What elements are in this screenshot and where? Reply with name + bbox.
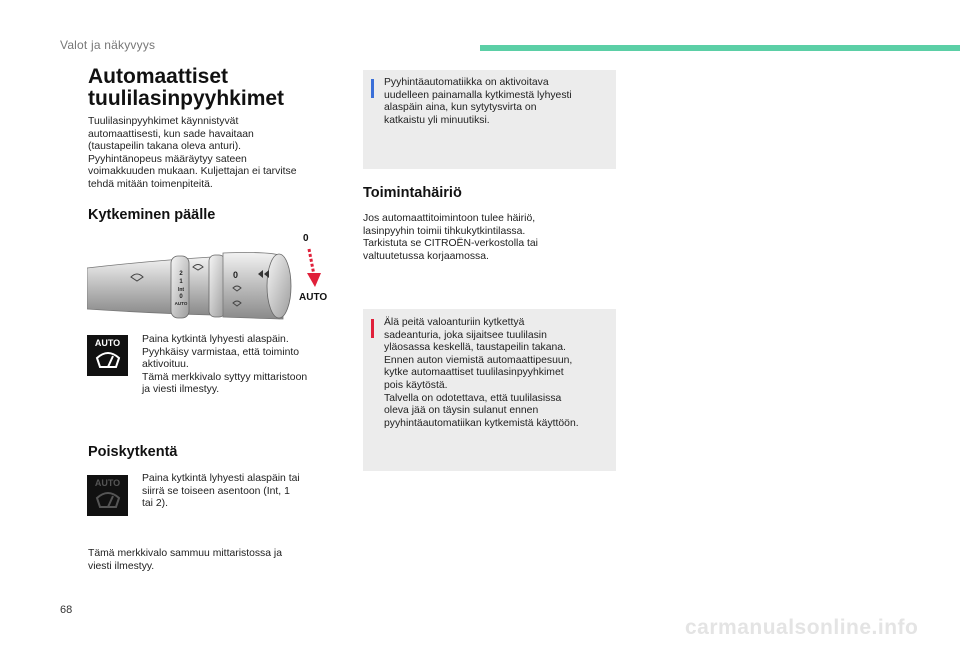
stalk-label-0: 0: [233, 270, 239, 280]
warning-marker-icon: [371, 319, 374, 338]
lever-position-2: 2: [179, 271, 183, 277]
wiper-stalk-diagram: [87, 233, 331, 327]
info-marker-icon: [371, 79, 374, 98]
auto-wiper-warning-light-off: [87, 475, 128, 516]
page-number: 68: [60, 604, 73, 616]
lever-position-auto: AUTO: [174, 301, 188, 306]
malfunction-text: Jos automaattitoimintoon tulee häiriö, lasinpyyhin toimii tihkukytkintilassa. Tarkistuta se CITROËN-verkostolla tai valtuutetussa korjaamossa.: [363, 213, 538, 262]
auto-icon-label: AUTO: [94, 338, 121, 348]
lever-position-int: Int: [177, 287, 185, 293]
lever-position-1: 1: [179, 279, 183, 285]
diagram-label-auto: AUTO: [299, 292, 328, 303]
intro-text: Tuulilasinpyyhkimet käynnistyvät automaattisesti, kun sade havaitaan (taustapeilin takana oleva anturi). Pyyhintänopeus määräytyy sateen voimakkuuden mukaan. Kuljettajan ei tarvitse tehdä mitään toimenpiteitä.: [88, 116, 297, 190]
turn-on-heading: Kytkeminen päälle: [88, 207, 216, 223]
turn-off-text: Paina kytkintä lyhyesti alaspäin tai siirrä se toiseen asentoon (Int, 1 tai 2).: [142, 473, 300, 510]
arrow-down-icon: [302, 247, 324, 289]
watermark: carmanualsonline.info: [685, 616, 919, 639]
diagram-label-zero: 0: [303, 233, 309, 244]
warning-box-text: Älä peitä valoanturiin kytkettyä sadeanturia, joka sijaitsee tuulilasin yläosassa keskellä, taustapeilin takana. Ennen auton viemistä automaattipesuun, kytke automaattiset tuulilasinpyyhkimet pois käytöstä. Talvella on odotettava, että tuulilasissa oleva jää on täysin sulanut ennen pyyhintäautomatiikan kytkemistä käyttöön.: [384, 317, 579, 429]
malfunction-heading: Toimintahäiriö: [363, 185, 462, 201]
wiper-off-icon: [95, 490, 121, 512]
turn-off-heading: Poiskytkentä: [88, 444, 178, 460]
turn-on-text: Paina kytkintä lyhyesti alaspäin. Pyyhkäisy varmistaa, että toiminto aktivoituu. Tämä merkkivalo syttyy mittaristoon ja viesti ilmestyy.: [142, 334, 308, 396]
turn-off-note: Tämä merkkivalo sammuu mittaristossa ja viesti ilmestyy.: [88, 548, 283, 572]
wiper-icon: [95, 350, 121, 372]
info-box-text: Pyyhintäautomatiikka on aktivoitava uudelleen painamalla kytkimestä lyhyesti alaspäin aina, kun sytytysvirta on katkaistu yli minuutiksi.: [384, 77, 572, 126]
page-title: Automaattiset tuulilasinpyyhkimet: [88, 65, 285, 110]
section-title: Valot ja näkyvyys: [60, 38, 156, 52]
auto-icon-off-label: AUTO: [94, 478, 121, 488]
section-accent-bar: [480, 45, 960, 51]
lever-position-0: 0: [179, 294, 183, 300]
auto-wiper-warning-light-on: [87, 335, 128, 376]
